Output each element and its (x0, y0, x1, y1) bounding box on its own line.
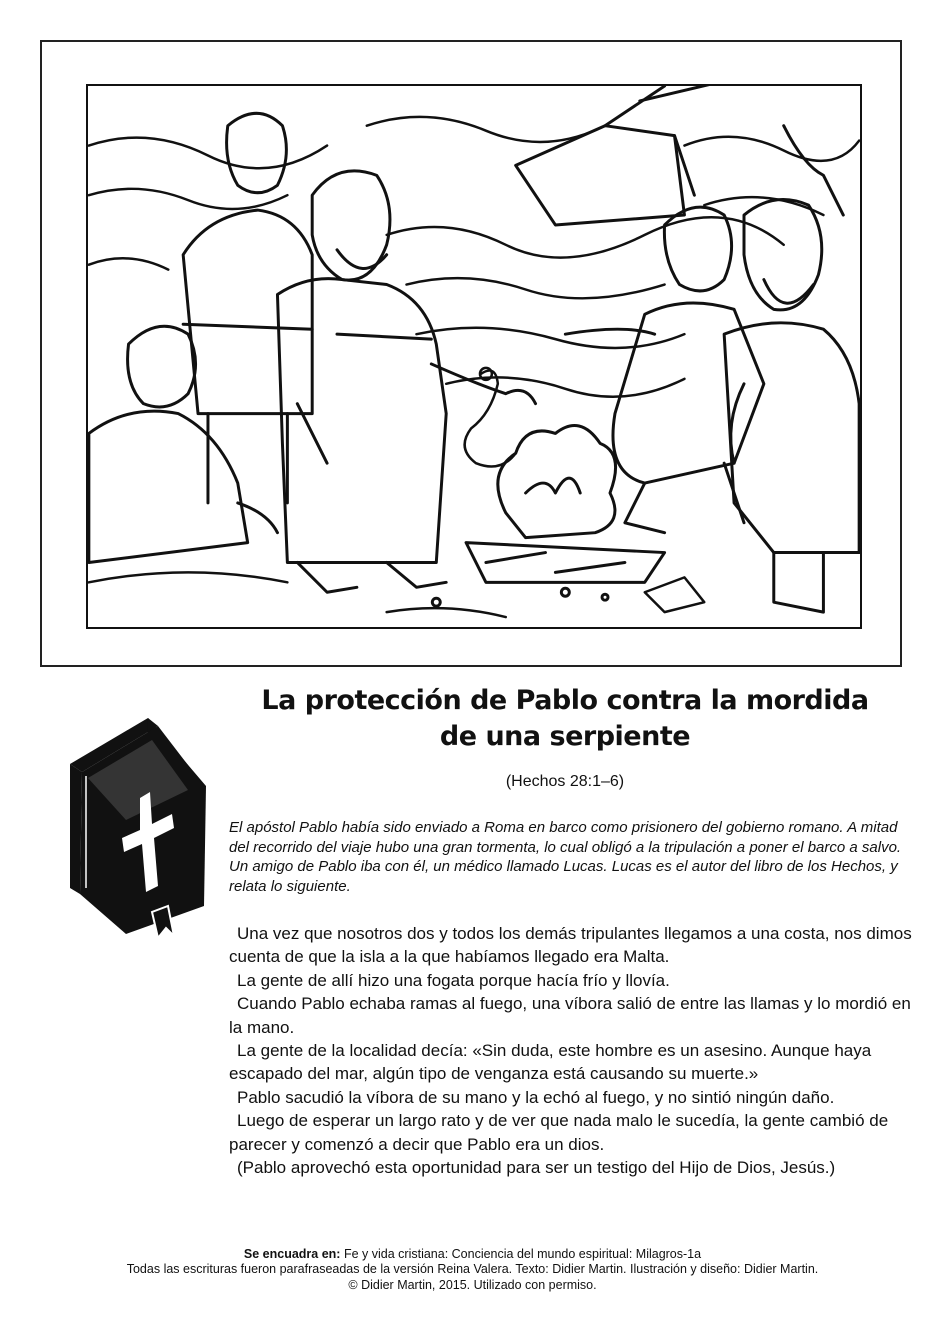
figure-man-left (183, 113, 312, 503)
footer-found-in-value: Fe y vida cristiana: Conciencia del mundo espiritual: Milagros-1a (343, 1247, 702, 1261)
footer-found-in (0, 1247, 945, 1262)
footer-found-in-label: Se encuadra en: (243, 1247, 341, 1261)
figure-sitting-boy (89, 326, 278, 562)
coloring-illustration (86, 84, 862, 629)
bible-icon (66, 716, 210, 938)
footer-credits: Todas las escrituras fueron parafraseadas de la versión Reina Valera. Texto: Didier Martin. Ilustración y diseño: Didier Martin. (126, 1262, 819, 1277)
scripture-reference: (Hechos 28:1–6) (505, 773, 625, 790)
ground-rocks (89, 572, 704, 617)
story-paragraph: Pablo sacudió la víbora de su mano y la echó al fuego, y no sintió ningún daño. (237, 1087, 835, 1107)
illustration-frame (40, 40, 902, 667)
intro-paragraph: El apóstol Pablo había sido enviado a Roma en barco como prisionero del gobierno romano. A mitad del recorrido del viaje hubo una gran tormenta, lo cual obligó a la tripulación a poner el barco a salvo. Un amigo de Pablo iba con él, un médico llamado Lucas. Lucas es el autor del libro de los Hechos, y relata lo siguiente. (229, 819, 902, 895)
figure-bearded-man (724, 200, 859, 613)
page-title: La protección de Pablo contra la mordida de una serpiente (261, 685, 869, 752)
story-paragraph: La gente de la localidad decía: «Sin duda, este hombre es un asesino. Aunque haya escapado del mar, algún tipo de venganza está causando su muerte.» (229, 1041, 872, 1084)
story-text (229, 922, 914, 1179)
story-paragraph: Una vez que nosotros dos y todos los demás tripulantes llegamos a una costa, nos dimos cuenta de que la isla a la que habíamos llegado era Malta. (229, 924, 912, 967)
story-paragraph: Cuando Pablo echaba ramas al fuego, una víbora salió de entre las llamas y lo mordió en la mano. (229, 994, 911, 1037)
story-paragraph: Luego de esperar un largo rato y de ver que nada malo le sucedía, la gente cambió de parecer y comenzó a decir que Pablo era un dios. (229, 1111, 889, 1154)
story-paragraph: La gente de allí hizo una fogata porque hacía frío y llovía. (237, 970, 670, 990)
story-paragraph: (Pablo aprovechó esta oportunidad para ser un testigo del Hijo de Dios, Jesús.) (237, 1158, 836, 1178)
footer (0, 1247, 945, 1293)
footer-copyright: © Didier Martin, 2015. Utilizado con permiso. (348, 1277, 597, 1292)
